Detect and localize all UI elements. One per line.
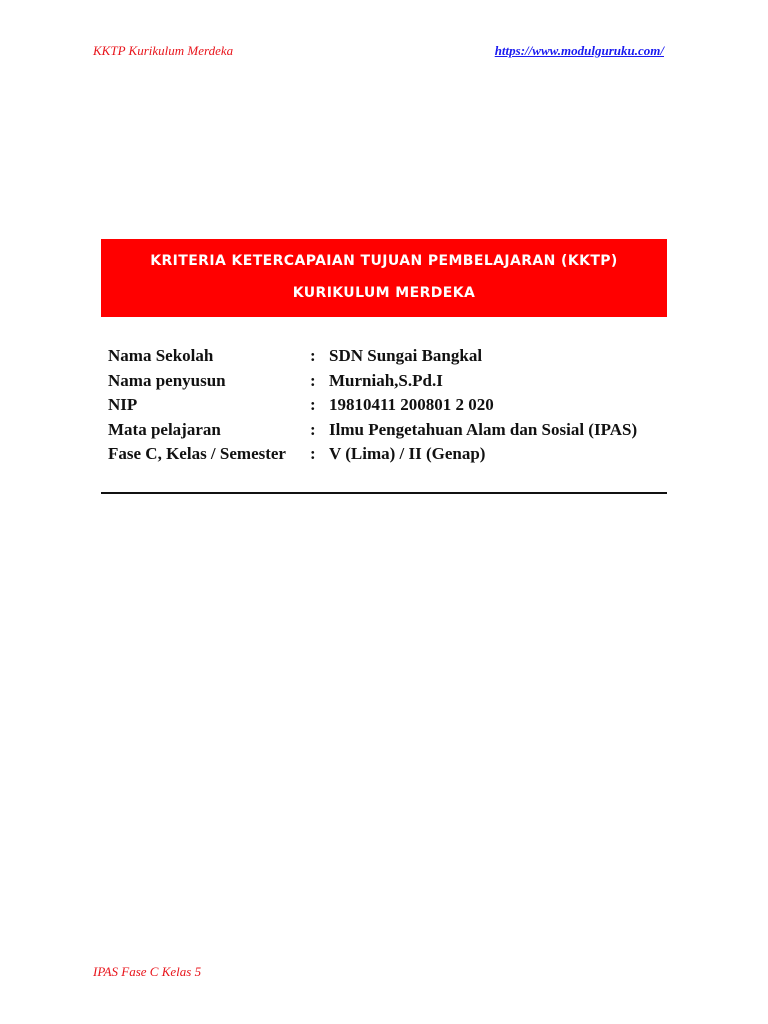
info-colon: : [310, 419, 316, 439]
info-value: Murniah,S.Pd.I [329, 370, 443, 390]
title-line-1: KRITERIA KETERCAPAIAN TUJUAN PEMBELAJARAN (KKTP) [150, 253, 618, 269]
info-label: Nama Sekolah [108, 346, 214, 365]
info-label: Fase C, Kelas / Semester [108, 444, 286, 463]
info-value: 19810411 200801 2 020 [329, 395, 494, 414]
info-colon: : [310, 346, 316, 365]
info-label: Nama penyusun [108, 370, 226, 390]
header-website-link[interactable]: https://www.modulguruku.com/ [494, 43, 664, 58]
info-value: Ilmu Pengetahuan Alam dan Sosial (IPAS) [329, 419, 638, 439]
header-title: KKTP Kurikulum Merdeka [93, 43, 234, 58]
title-banner [101, 239, 667, 317]
info-label: NIP [108, 395, 138, 414]
info-colon: : [310, 370, 316, 390]
title-line-2: KURIKULUM MERDEKA [292, 285, 476, 301]
info-value: V (Lima) / II (Genap) [329, 444, 486, 463]
horizontal-divider [101, 492, 667, 494]
info-colon: : [310, 395, 316, 414]
info-colon: : [310, 444, 316, 463]
info-value: SDN Sungai Bangkal [329, 346, 483, 365]
footer-text: IPAS Fase C Kelas 5 [93, 964, 202, 979]
info-label: Mata pelajaran [108, 419, 221, 439]
